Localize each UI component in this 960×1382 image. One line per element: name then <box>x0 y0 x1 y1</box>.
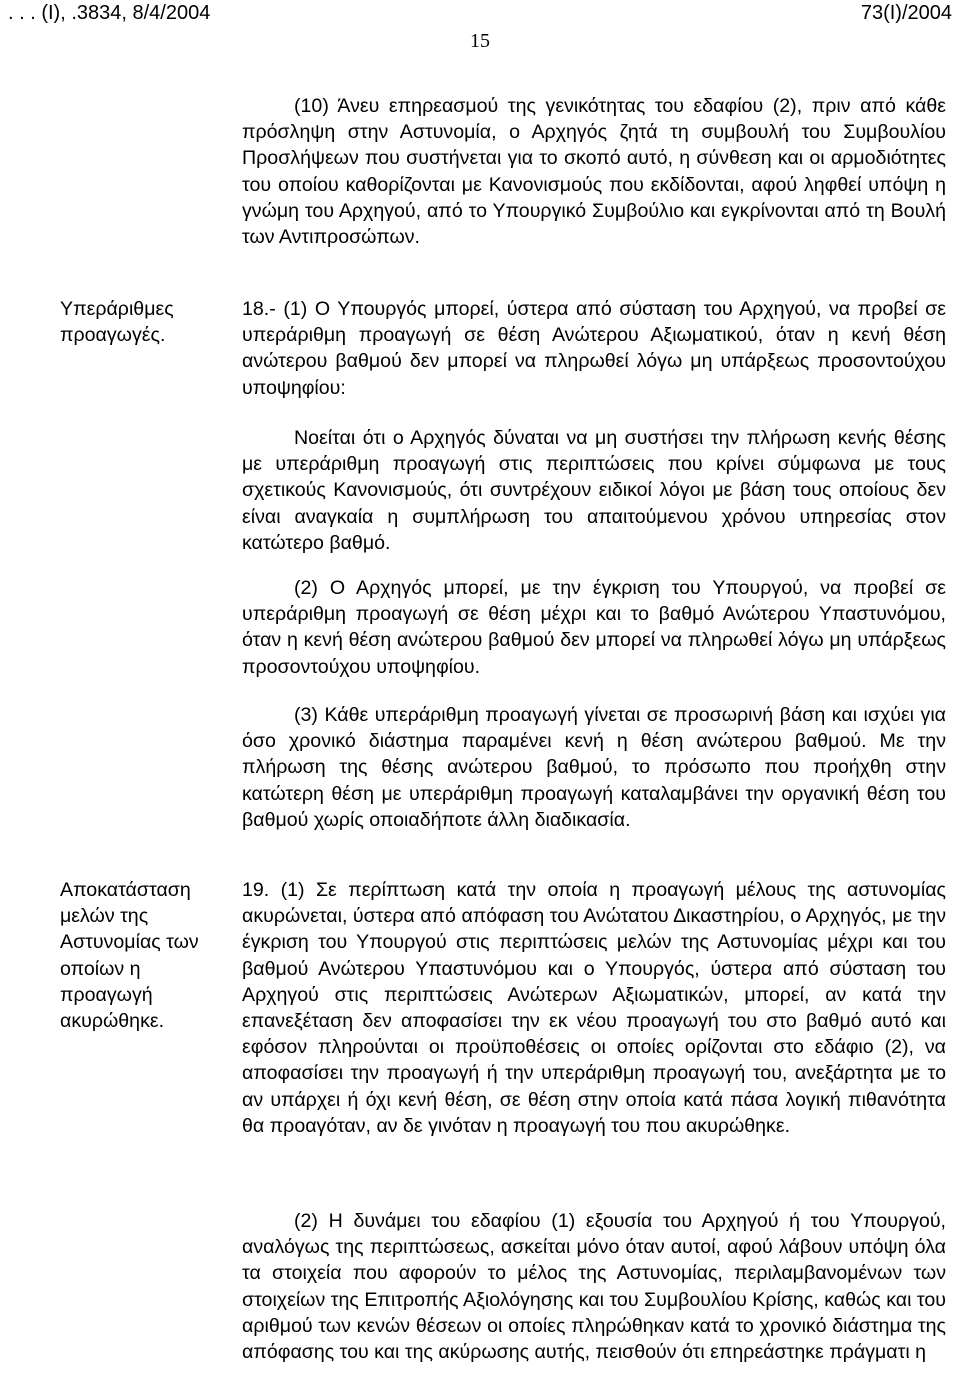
section-19-2: (2) Η δυνάμει του εδαφίου (1) εξουσία του Αρχηγού ή του Υπουργού, αναλόγως της περιπτώσεως, ασκείται μόνο όταν αυτοί, αφού λάβουν υπόψη όλα τα στοιχεία που αφορούν το μέλος της Αστυνομίας, περιλαμβανομένων των στοιχείων της Επιτροπής Αξιολόγησης και του Συμβουλίου Κρίσης, καθώς και του αριθμού των κενών θέσεων οι οποίες πληρώθηκαν κατά το χρονικό διάστημα της απόφασης του και της ακύρωσης αυτής, πεισθούν ότι επηρεάστηκε πράγματι η <box>242 1210 946 1364</box>
margin-note-supernumerary-promotions: Υπεράριθμες προαγωγές. <box>60 298 174 347</box>
section-18-2: (2) Ο Αρχηγός μπορεί, με την έγκριση του Υπουργού, να προβεί σε υπεράριθμη προαγωγή σε θέση μέχρι και το βαθμό Ανώτερου Υπαστυνόμου, όταν η κενή θέση ανώτερου βαθμού δεν μπορεί να πληρωθεί λόγω μη υπάρξεως προσοντούχου υποψηφίου. <box>242 577 946 678</box>
margin-note-restoration: Αποκατάσταση μελών της Αστυνομίας των οποίων η προαγωγή ακυρώθηκε. <box>60 879 199 1033</box>
page-number: 15 <box>470 30 490 52</box>
gazette-header-left: . . . (Ι), .3834, 8/4/2004 <box>8 2 211 24</box>
section-18-1: 18.- (1) Ο Υπουργός μπορεί, ύστερα από σύσταση του Αρχηγού, να προβεί σε υπεράριθμη προαγωγή σε θέση Ανώτερου Αξιωματικού, όταν η κενή θέση ανώτερου βαθμού δεν μπορεί να πληρωθεί λόγω μη υπάρξεως προσοντούχου υποψηφίου: <box>242 298 946 399</box>
section-18-proviso: Νοείται ότι ο Αρχηγός δύναται να μη συστήσει την πλήρωση κενής θέσης με υπεράριθμη προαγωγή στις περιπτώσεις που κρίνει σύμφωνα με τους σχετικούς Κανονισμούς, ότι συντρέχουν ειδικοί λόγοι με βάση τους οποίους δεν είναι αναγκαία η συμπλήρωση του απαιτούμενου χρόνου υπηρεσίας στον κατώτερο βαθμό. <box>242 427 946 554</box>
paragraph-10: (10) Άνευ επηρεασμού της γενικότητας του εδαφίου (2), πριν από κάθε πρόσληψη στην Αστυνομία, ο Αρχηγός ζητά τη συμβουλή του Συμβουλίου Προσλήψεων που συστήνεται για το σκοπό αυτό, η σύνθεση και οι αρμοδιότητες του οποίου καθορίζονται με Κανονισμούς που εκδίδονται, αφού ληφθεί υπόψη η γνώμη του Αρχηγού, από το Υπουργικό Συμβούλιο και εγκρίνονται από τη Βουλή των Αντιπροσώπων. <box>242 95 946 249</box>
section-19-1: 19. (1) Σε περίπτωση κατά την οποία η προαγωγή μέλους της αστυνομίας ακυρώνεται, ύστερα από απόφαση του Ανώτατου Δικαστηρίου, ο Αρχηγός, με την έγκριση του Υπουργού στις περιπτώσεις μελών της Αστυνομίας μέχρι και του βαθμού Ανώτερου Υπαστυνόμου και ο Υπουργός, ύστερα από σύσταση του Αρχηγού στις περιπτώσεις Ανώτερων Αξιωματικών, μπορεί, αν κατά την επανεξέταση δεν αποφασίσει την εκ νέου προαγωγή του στο βαθμό αυτό και εφόσον πληρούνται οι προϋποθέσεις οι οποίες ορίζονται στο εδάφιο (2), να αποφασίσει την προαγωγή ή την υπεράριθμη προαγωγή του, ανεξάρτητα με το αν υπάρχει ή όχι κενή θέση, σε θέση στην οποία κατά πάσα λογική πιθανότητα θα προαγόταν, αν δε γινόταν η προαγωγή του που ακυρώθηκε. <box>242 879 946 1137</box>
law-number: 73(Ι)/2004 <box>860 2 952 24</box>
section-18-3: (3) Κάθε υπεράριθμη προαγωγή γίνεται σε προσωρινή βάση και ισχύει για όσο χρονικό διάστημα παραμένει κενή η θέση ανώτερου βαθμού. Με την πλήρωση της θέσης ανώτερου βαθμού, το πρόσωπο που προήχθη στην κατώτερη θέση με υπεράριθμη προαγωγή καταλαμβάνει την οργανική θέση του βαθμού χωρίς οποιαδήποτε άλλη διαδικασία. <box>242 704 946 831</box>
